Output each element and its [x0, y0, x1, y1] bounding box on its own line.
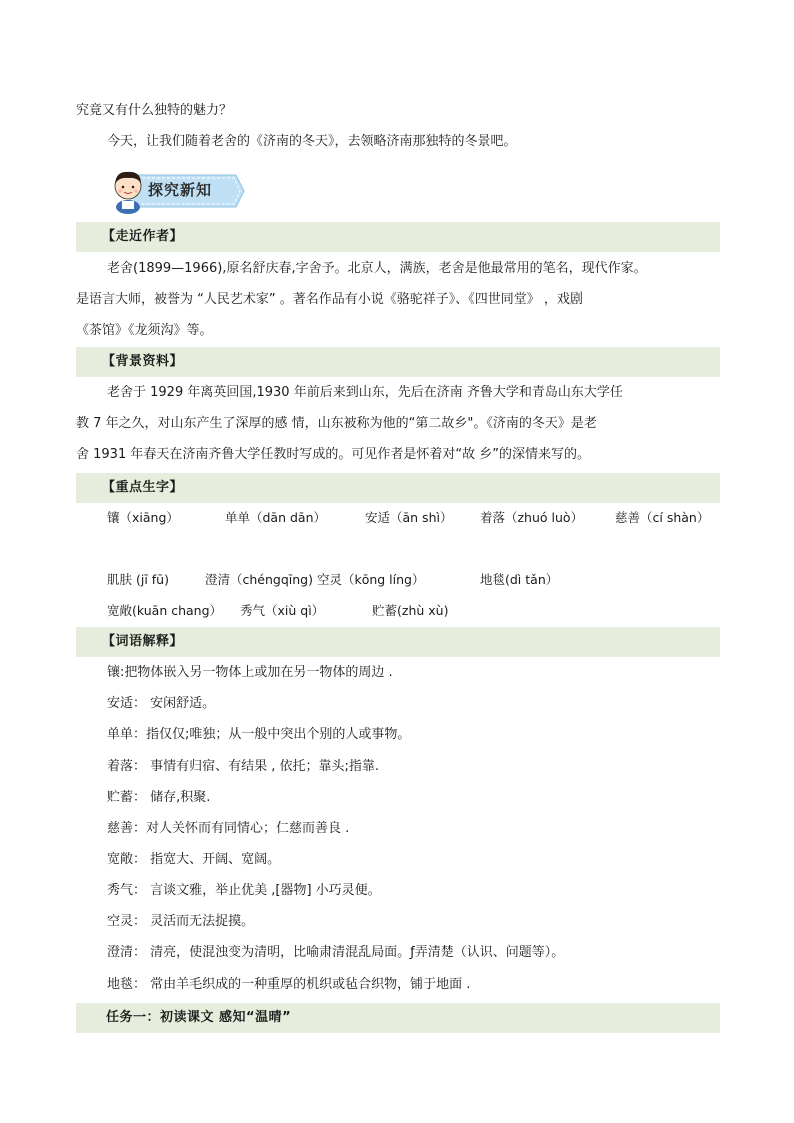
vocab-item: 慈善：对人关怀而有同情心；仁慈而善良 . — [107, 821, 350, 836]
char-item: 肌肤 (jī fū) — [107, 572, 169, 587]
section-bar-author — [76, 222, 720, 252]
background-line-3: 舍 1931 年春天在济南齐鲁大学任教时写成的。可见作者是怀着对“故 乡”的深情来写的。 — [76, 447, 590, 462]
author-line-1: 老舍(1899—1966),原名舒庆春,字舍予。北京人，满族，老舍是他最常用的笔名，现代作家。 — [107, 261, 647, 276]
section-bar-vocab — [76, 627, 720, 657]
vocab-item: 单单：指仅仅;唯独；从一般中突出个别的人或事物。 — [107, 727, 411, 742]
section-heading: 【背景资料】 — [102, 354, 184, 369]
section-heading: 【重点生字】 — [102, 480, 184, 495]
section-heading: 【走近作者】 — [102, 229, 184, 244]
student-mascot-icon — [108, 167, 148, 215]
author-line-2: 是语言大师，被誉为 “人民艺术家” 。著名作品有小说《骆驼祥子》、《四世同堂》 ，戏剧 — [76, 292, 583, 307]
section-banner — [108, 165, 248, 217]
section-bar-background — [76, 347, 720, 377]
banner-label: 探究新知 — [148, 181, 213, 199]
vocab-item: 空灵： 灵活而无法捉摸。 — [107, 914, 255, 929]
task-heading: 任务一：初读课文 感知“温晴” — [106, 1010, 292, 1025]
background-line-1: 老舍于 1929 年离英回国,1930 年前后来到山东，先后在济南 齐鲁大学和青岛山东大学任 — [107, 385, 623, 400]
char-item: 宽敞(kuān chang） — [107, 603, 223, 618]
vocab-item: 地毯： 常由羊毛织成的一种重厚的机织或毡合织物，铺于地面 . — [107, 977, 471, 992]
vocab-item: 宽敞： 指宽大、开阔、宽阔。 — [107, 852, 281, 867]
section-heading: 【词语解释】 — [102, 634, 184, 649]
char-item: 安适（ān shì） — [365, 510, 453, 525]
char-item: 秀气（xiù qì） — [240, 603, 325, 618]
vocab-item: 贮蓄： 储存,积聚. — [107, 790, 211, 805]
intro-line-2: 今天，让我们随着老舍的《济南的冬天》，去领略济南那独特的冬景吧。 — [107, 134, 517, 149]
section-bar-characters — [76, 473, 720, 503]
intro-line-1: 究竟又有什么独特的魅力？ — [76, 103, 233, 118]
vocab-item: 澄清： 清亮，使混浊变为清明，比喻肃清混乱局面。ƒ弄清楚（认识、问题等）。 — [107, 945, 565, 960]
char-item: 澄清（chéngqīng) 空灵（kōng líng） — [205, 572, 425, 587]
vocab-item: 秀气： 言谈文雅，举止优美 ,[器物] 小巧灵便。 — [107, 883, 381, 898]
char-item: 单单（dān dān） — [225, 510, 327, 525]
vocab-item: 安适： 安闲舒适。 — [107, 696, 216, 711]
vocab-item: 着落： 事情有归宿、有结果 , 依托；靠头;指靠. — [107, 759, 380, 774]
char-item: 慈善（cí shàn） — [615, 510, 710, 525]
char-item: 着落（zhuó luò） — [480, 510, 584, 525]
char-item: 贮蓄(zhù xù) — [372, 603, 449, 618]
author-line-3: 《茶馆》《龙须沟》等。 — [76, 323, 213, 338]
char-item: 地毯(dì tǎn） — [480, 572, 559, 587]
char-item: 镶（xiāng） — [107, 510, 179, 525]
section-bar-task — [76, 1003, 720, 1033]
vocab-item: 镶:把物体嵌入另一物体上或加在另一物体的周边 . — [107, 665, 393, 680]
background-line-2: 教 7 年之久，对山东产生了深厚的感 情，山东被称为他的“第二故乡"。《济南的冬天》是老 — [76, 416, 597, 431]
